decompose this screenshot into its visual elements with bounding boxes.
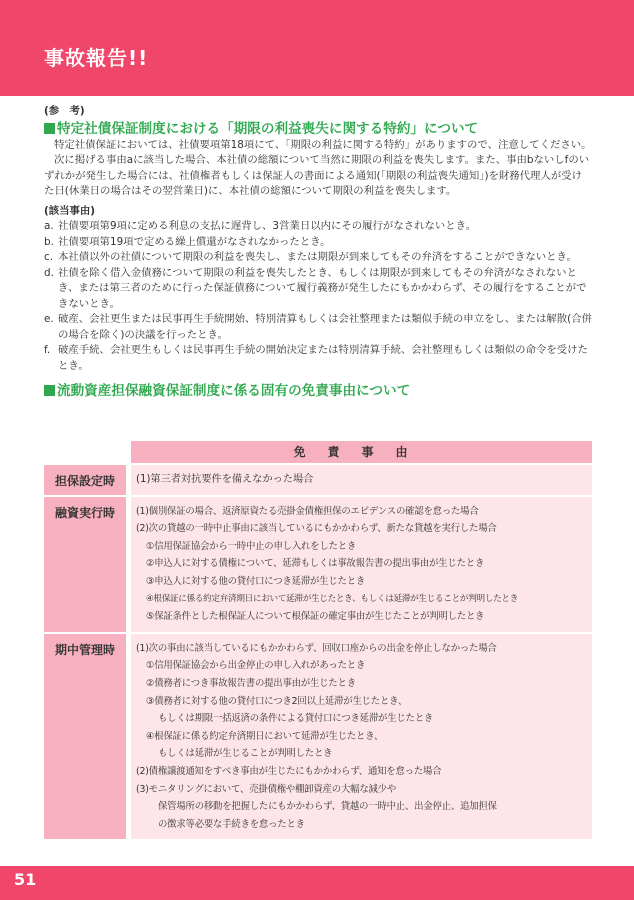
table-row bbox=[44, 634, 592, 840]
section2-heading: 流動資産担保融資保証制度に係る固有の免責事由について bbox=[44, 382, 592, 400]
applicable-events-heading: (該当事由) bbox=[44, 204, 96, 217]
exemption-table bbox=[44, 441, 592, 839]
row-header: 融資実行時 bbox=[44, 497, 126, 632]
row-content: (1)個別保証の場合、返済原資たる売掛金債権担保のエビデンスの確認を怠った場合 (2)次の貸越の一時中止事由に該当しているにもかかわらず、新たな貸越を実行した場合 ①信用保証協会から一時中止の申し入れをしたとき ②申込人に対する債権について、延滞もしくは事故報告書の提出事由が生じたとき ③申込人に対する他の貸付口につき延滞が生じたとき ④根保証に係る約定弁済期日において延滞が生じたとき、もしくは延滞が生じることが判明したとき ⑤保証条件とした根保証人について根保証の確定事由が生じたことが判明したとき bbox=[131, 497, 592, 632]
footer-band bbox=[0, 866, 634, 900]
list-item: d. 社債を除く借入金債務について期限の利益を喪失したとき、もしくは期限が到来してもその弁済がなされないとき、または第三者のために行った保証債務について履行義務が発生したにもかかわらず、その履行をすることができないとき。 bbox=[44, 266, 587, 310]
reference-section bbox=[44, 104, 592, 400]
list-item: e. 破産、会社更生または民事再生手続開始、特別清算もしくは会社整理または類似手続の申立をし、または解散(合併の場合を除く)の決議を行ったとき。 bbox=[44, 313, 592, 341]
square-bullet-icon bbox=[44, 385, 55, 396]
row-content: (1)第三者対抗要件を備えなかった場合 bbox=[131, 465, 592, 495]
list-item: a. 社債要項第9項に定める利息の支払に遅背し、3営業日以内にその履行がなされないとき。 bbox=[44, 220, 477, 232]
section1-heading: 特定社債保証制度における「期限の利益喪失に関する特約」について bbox=[44, 120, 592, 138]
reference-label: (参 考) bbox=[44, 105, 85, 117]
table-row bbox=[44, 465, 592, 495]
table-row bbox=[44, 497, 592, 632]
section1-para1: 特定社債保証においては、社債要項第18項にて、「期限の利益に関する特約」がありますので、注意してください。 bbox=[54, 138, 592, 151]
list-item: b. 社債要項第19項で定める繰上償還がなされなかったとき。 bbox=[44, 235, 331, 248]
square-bullet-icon bbox=[44, 123, 55, 134]
table-header: 免責事由 bbox=[131, 441, 592, 463]
row-header: 期中管理時 bbox=[44, 634, 126, 840]
row-content: (1)次の事由に該当しているにもかかわらず、回収口座からの出金を停止しなかった場合 ①信用保証協会から出金停止の申し入れがあったとき ②債務者につき事故報告書の提出事由が生じたとき ③債務者に対する他の貸付口につき2回以上延滞が生じたとき、 もしくは期限一括返済の条件による貸付口につき延滞が生じたとき ④根保証に係る約定弁済期日において延滞が生じたとき、 もしくは延滞が生じることが判明したとき (2)債権譲渡通知をすべき事由が生じたにもかかわらず、通知を怠った場合 (3)モニタリングにおいて、売掛債権や棚卸資産の大幅な減少や 保管場所の移動を把握したにもかかわらず、貸越の一時中止、出金停止、追加担保 の徴求等必要な手続きを怠ったとき bbox=[131, 634, 592, 840]
row-header: 担保設定時 bbox=[44, 465, 126, 495]
section1-para2: 次に掲げる事由aに該当した場合、本社債の総額について当然に期限の利益を喪失します。また、事由bないしfのいずれかが発生した場合には、社債権者もしくは保証人の書面による通知(「期限の利益喪失通知」)を財務代理人が受けた日(休業日の場合はその翌営業日)に、本社債の総額について期限の利益を喪失します。 bbox=[44, 154, 590, 197]
page-title: 事故報告!! bbox=[44, 46, 149, 70]
list-item: c. 本社債以外の社債について期限の利益を喪失し、または期限が到来してもその弁済をすることができないとき。 bbox=[44, 251, 577, 263]
list-item: f. 破産手続、会社更生もしくは民事再生手続の開始決定または特別清算手続、会社整理もしくは類似の命令を受けたとき。 bbox=[44, 344, 588, 372]
page-number: 51 bbox=[14, 870, 37, 889]
